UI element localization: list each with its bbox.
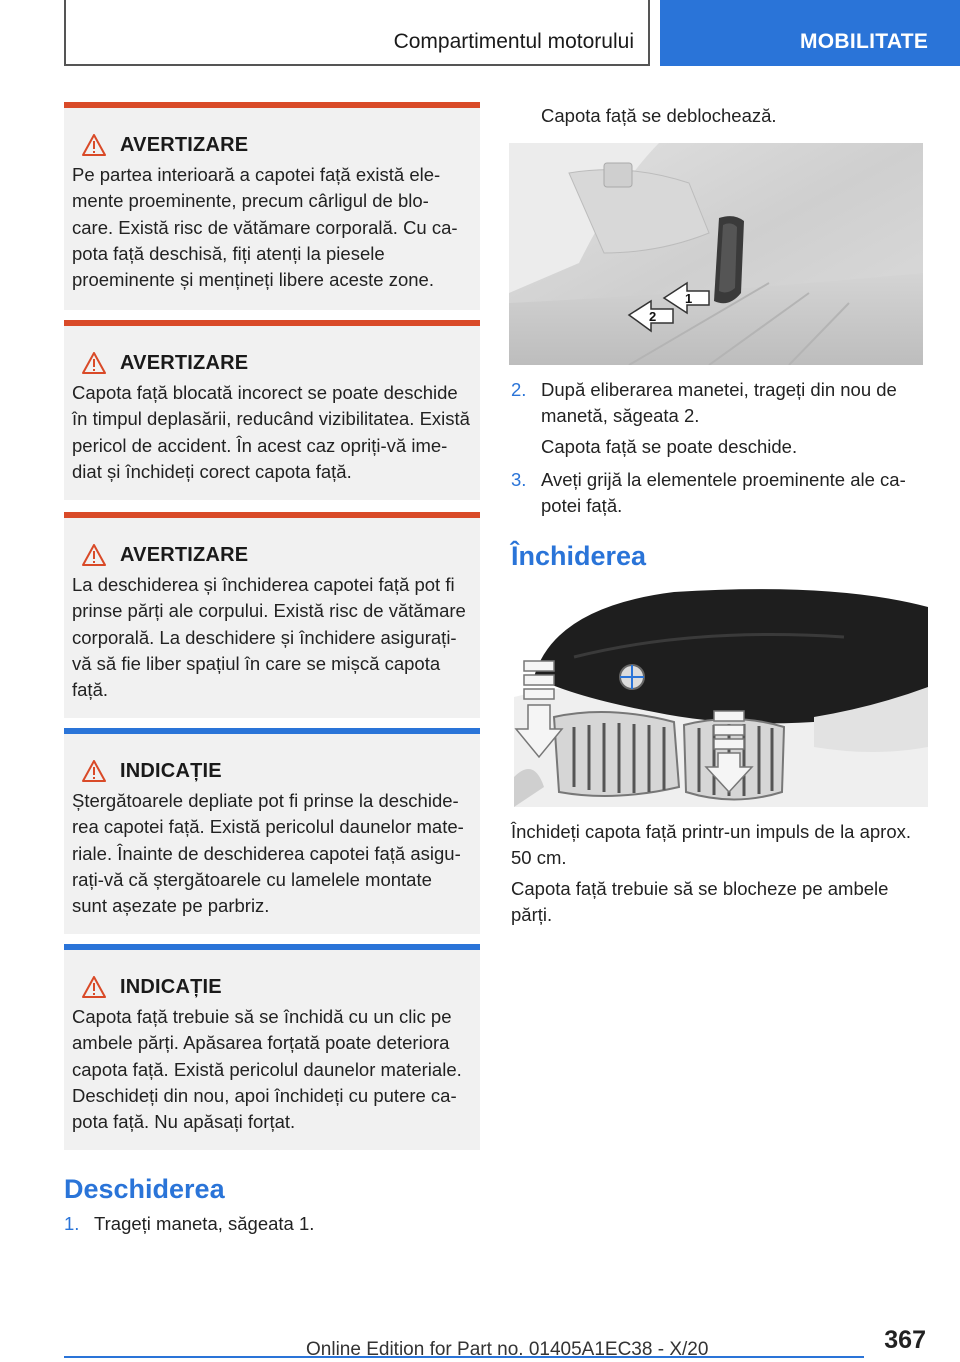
warning-title: AVERTIZARE: [120, 351, 249, 374]
header-section-box: [64, 0, 650, 66]
note-head: [72, 756, 472, 786]
section-title: Compartimentul motorului: [393, 30, 634, 53]
closing-text-1: Închideți capota față printr-un impuls de la aprox. 50 cm.: [511, 821, 912, 869]
list-item-step-2: [511, 377, 897, 430]
warning-head: [72, 348, 472, 378]
step-number: 1.: [64, 1213, 80, 1234]
arrow-label-1: 1: [685, 291, 693, 306]
note-title: INDICAȚIE: [120, 975, 222, 998]
closing-hood-image: [514, 587, 928, 807]
warning-box-3: [64, 512, 480, 718]
warning-box-2: [64, 320, 480, 500]
hood-release-lever-image: [509, 143, 923, 365]
note-text: Ștergătoarele depliate pot fi prinse la deschide- rea capotei față. Există pericolul daunelor mate- riale. Înainte de deschiderea capotei față asigu- rați-vă că ștergătoarele cu lamelele montate sunt așezate pe parbriz.: [72, 790, 464, 917]
heading-deschiderea: Deschiderea: [64, 1174, 225, 1204]
result-text-1: Capota față se deblochează.: [541, 105, 777, 126]
warning-title: AVERTIZARE: [120, 543, 249, 566]
tab-label: MOBILITATE: [800, 30, 929, 53]
warning-triangle-icon: [82, 544, 106, 566]
caution-triangle-icon: [82, 760, 106, 782]
warning-head: [72, 130, 472, 160]
note-head: [72, 972, 472, 1002]
page-number: 367: [884, 1326, 926, 1354]
note-text: Capota față trebuie să se închidă cu un clic pe ambele părți. Apăsarea forțată poate deteriora capota față. Există pericolul daunelor materiale. Deschideți din nou, apoi închideți cu putere ca- pota față. Nu apăsați forțat.: [72, 1006, 462, 1133]
result-text-2: Capota față se poate deschide.: [541, 436, 798, 457]
tab-mobilitate[interactable]: [660, 0, 960, 66]
step-text: Trageți maneta, săgeata 1.: [94, 1213, 315, 1234]
warning-triangle-icon: [82, 134, 106, 156]
heading-inchiderea: Închiderea: [511, 541, 647, 571]
warning-title: AVERTIZARE: [120, 133, 249, 156]
step-text: Aveți grijă la elementele proeminente ale ca- potei față.: [541, 469, 906, 517]
warning-text: Capota față blocată incorect se poate deschide în timpul deplasării, reducând vizibilitatea. Există pericol de accident. În acest caz opriți-vă ime- diat și închideți corect capota față.: [72, 382, 470, 482]
note-box-2: [64, 944, 480, 1150]
edition-text: Online Edition for Part no. 01405A1EC38 - X/20: [306, 1339, 709, 1360]
warning-triangle-icon: [82, 352, 106, 374]
note-title: INDICAȚIE: [120, 759, 222, 782]
warning-head: [72, 540, 472, 570]
arrow-label-2: 2: [649, 309, 657, 324]
list-item-step-1: [64, 1211, 314, 1237]
list-item-step-3: [511, 467, 906, 520]
step-number: 2.: [511, 379, 527, 400]
closing-text-2: Capota față trebuie să se blocheze pe ambele părți.: [511, 878, 889, 926]
note-box-1: [64, 728, 480, 934]
warning-text: Pe partea interioară a capotei față există ele- mente proeminente, precum cârligul de blo- care. Există risc de vătămare corporală. Cu ca- pota față deschisă, fiți atenți la piesele proeminente și mențineți libere aceste zone.: [72, 164, 458, 291]
step-number: 3.: [511, 469, 527, 490]
warning-text: La deschiderea și închiderea capotei față pot fi prinse părți ale corpului. Există risc de vătămare corporală. La deschidere și închidere asigurați- vă să fie liber spațiul în care se mișcă capota față.: [72, 574, 466, 701]
warning-box-1: [64, 102, 480, 310]
step-text: După eliberarea manetei, trageți din nou de manetă, săgeata 2.: [541, 379, 897, 427]
caution-triangle-icon: [82, 976, 106, 998]
